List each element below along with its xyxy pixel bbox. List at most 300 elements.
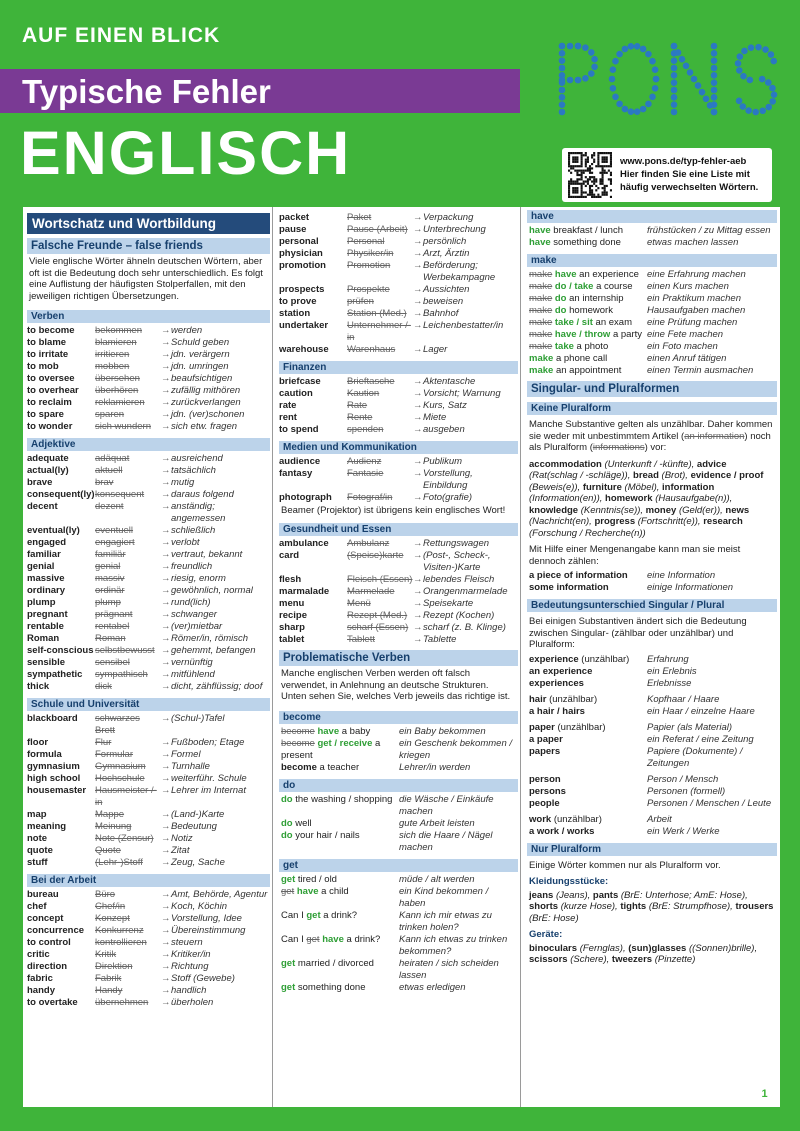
phrase-translation: Personen / Menschen / Leute <box>647 797 772 809</box>
arrow-icon: → <box>161 501 171 512</box>
translation: verlobt <box>171 537 200 548</box>
arrow-icon: → <box>413 598 423 609</box>
arrow-icon: → <box>161 633 171 644</box>
phrase-object: a drink? <box>323 909 358 921</box>
false-friend: Fantasie <box>347 468 384 479</box>
subsection-heading: Finanzen <box>279 361 518 374</box>
vocab-row <box>27 961 270 973</box>
phrase <box>529 798 647 810</box>
false-friend: brav <box>95 477 114 488</box>
translation: Verpackung <box>423 212 474 223</box>
false-friend: Prospekte <box>347 284 390 295</box>
phrase <box>529 281 647 293</box>
phrase <box>529 786 647 798</box>
false-friend: Büro <box>95 889 116 900</box>
english-word: menu <box>279 598 305 609</box>
vocab-row <box>27 669 270 681</box>
arrow-icon: → <box>161 465 171 476</box>
translation: Turnhalle <box>171 761 210 772</box>
column-1 <box>27 207 273 1107</box>
correct-verb: have <box>554 269 577 280</box>
arrow-icon: → <box>413 224 423 235</box>
vocab-row <box>27 749 270 761</box>
phrase-translation: gute Arbeit leisten <box>399 817 475 829</box>
phrase-translation: ein Referat / eine Zeitung <box>647 733 754 745</box>
list-word: advice <box>696 458 727 470</box>
list-translation: (Fortschritt(e)), <box>637 516 704 527</box>
vocab-row <box>27 489 270 501</box>
phrase <box>529 225 647 237</box>
false-friend: Note (Zensur) <box>95 833 154 844</box>
correct-verb: have <box>529 225 551 236</box>
arrow-icon: → <box>161 669 171 680</box>
english-word: massive <box>27 573 65 584</box>
list-word: progress <box>594 516 636 527</box>
translation: (Schul-)Tafel <box>171 713 225 724</box>
series-label: AUF EINEN BLICK <box>22 24 221 47</box>
phrase-object: your hair / nails <box>295 829 360 841</box>
false-friend: Fleisch (Essen) <box>347 574 413 585</box>
arrow-icon: → <box>161 997 171 1008</box>
english-word: to control <box>27 937 71 948</box>
list-word: pants <box>592 889 619 901</box>
arrow-icon: → <box>161 845 171 856</box>
translation: Richtung <box>171 961 209 972</box>
phrase-row <box>527 225 777 237</box>
english-word: consequent(ly) <box>27 489 95 500</box>
phrase-object: a drink? <box>346 933 381 945</box>
vocab-row <box>27 809 270 821</box>
translation: Rezept (Kochen) <box>423 610 495 621</box>
translation: sich etw. fragen <box>171 421 238 432</box>
pons-logo <box>556 38 782 120</box>
translation: Notiz <box>171 833 193 844</box>
subsection-heading: Gesundheit und Essen <box>279 523 518 536</box>
arrow-icon: → <box>161 961 171 972</box>
translation: Beförderung; Werbekampagne <box>423 260 496 283</box>
english-word: floor <box>27 737 49 748</box>
vocab-row <box>27 713 270 737</box>
false-friend: Gymnasium <box>95 761 146 772</box>
phrase <box>529 353 647 365</box>
phrase-object: an appointment <box>555 365 622 376</box>
category-label: Geräte: <box>529 929 563 940</box>
noun: hair <box>529 693 547 705</box>
english-word: to spare <box>27 409 64 420</box>
translation: Amt, Behörde, Agentur <box>171 889 268 900</box>
false-friend: prüfen <box>347 296 374 307</box>
vocab-row <box>27 785 270 809</box>
list-word: bread <box>633 470 659 481</box>
correct-verb: get <box>281 873 296 885</box>
arrow-icon: → <box>413 296 423 307</box>
phrase-object: an exam <box>595 317 632 328</box>
english-word: blackboard <box>27 713 78 724</box>
english-word: note <box>27 833 48 844</box>
phrase <box>529 317 647 329</box>
phrase-translation: ein Baby bekommen <box>399 725 486 737</box>
arrow-icon: → <box>161 749 171 760</box>
vocab-row <box>27 925 270 937</box>
url-link[interactable]: www.pons.de/typ-fehler-aeb <box>620 156 747 167</box>
vocab-row <box>279 296 518 308</box>
wrong-verb: get <box>306 933 320 945</box>
arrow-icon: → <box>161 737 171 748</box>
arrow-icon: → <box>161 609 171 620</box>
verb-heading: have <box>527 210 777 223</box>
arrow-icon: → <box>161 913 171 924</box>
wrong-verb: make <box>529 341 553 352</box>
phrase-translation: Papier (als Material) <box>647 721 732 733</box>
english-word: sympathetic <box>27 669 83 680</box>
phrase <box>281 910 399 934</box>
wrong-verb: become <box>281 725 315 737</box>
translation: Miete <box>423 412 447 423</box>
arrow-icon: → <box>161 821 171 832</box>
phrase <box>529 746 647 770</box>
phrase-translation: ein Kind bekommen / haben <box>399 885 489 909</box>
phrase-translation: Kann ich mir etwas zu trinken holen? <box>399 909 492 933</box>
english-word: quote <box>27 845 53 856</box>
english-word: high school <box>27 773 81 784</box>
english-word: personal <box>279 236 319 247</box>
false-friend: Kritik <box>95 949 117 960</box>
correct-verb: have <box>317 725 340 737</box>
arrow-icon: → <box>413 308 423 319</box>
english-word: brave <box>27 477 53 488</box>
noun-note: (unzählbar) <box>581 653 630 665</box>
list-translation: (Brot), <box>661 470 691 481</box>
false-friend: Promotion <box>347 260 391 271</box>
list-translation: (Information(en)), <box>529 493 606 504</box>
correct-verb: do <box>281 793 293 805</box>
english-word: card <box>279 550 300 561</box>
correct-verb: get <box>281 957 296 969</box>
false-friend: Personal <box>347 236 385 247</box>
false-friend: Paket <box>347 212 372 223</box>
arrow-icon: → <box>413 400 423 411</box>
english-word: to overhear <box>27 385 79 396</box>
phrase <box>529 654 647 666</box>
translation: Rettungswagen <box>423 538 490 549</box>
translation: Vorstellung, Idee <box>171 913 242 924</box>
translation: Formel <box>171 749 201 760</box>
vocab-row <box>27 949 270 961</box>
phrase-translation: etwas erledigen <box>399 981 466 993</box>
verb-heading: do <box>279 779 518 792</box>
arrow-icon: → <box>161 985 171 996</box>
false-friend: Unternehmer /-in <box>347 320 411 343</box>
english-word: engaged <box>27 537 67 548</box>
phrase-object: an experience <box>579 269 639 280</box>
vocab-row <box>27 609 270 621</box>
list-translation: (Rat(schlag / -schläge)), <box>529 470 634 481</box>
phrase <box>529 365 647 377</box>
vocab-row <box>279 344 518 356</box>
false-friend: übernehmen <box>95 997 149 1008</box>
phrase <box>281 874 399 886</box>
vocab-row <box>27 477 270 489</box>
list-translation: (BrE: Hose) <box>529 912 579 924</box>
translation: dicht, zähflüssig; doof <box>171 681 263 692</box>
arrow-icon: → <box>161 325 171 336</box>
english-word: to mob <box>27 361 59 372</box>
english-word: station <box>279 308 311 319</box>
noun: an experience <box>529 665 593 677</box>
translation: Lager <box>423 344 448 355</box>
vocab-row <box>279 492 518 504</box>
vocab-row <box>279 260 518 284</box>
english-word: chef <box>27 901 47 912</box>
phrase-object: an internship <box>569 293 624 304</box>
translation: jdn. umringen <box>171 361 229 372</box>
subsection-heading: Adjektive <box>27 438 270 451</box>
phrase-translation: sich die Haare / Nägel machen <box>399 829 493 853</box>
false-friend: Physiker/in <box>347 248 394 259</box>
arrow-icon: → <box>161 949 171 960</box>
translation: schwanger <box>171 609 217 620</box>
phrase <box>529 269 647 281</box>
english-word: decent <box>27 501 58 512</box>
english-word: genial <box>27 561 55 572</box>
arrow-icon: → <box>413 412 423 423</box>
qr-code-icon[interactable] <box>568 152 612 198</box>
english-word: direction <box>27 961 68 972</box>
false-friend: Menü <box>347 598 371 609</box>
arrow-icon: → <box>161 489 171 500</box>
phrase-row <box>279 738 518 762</box>
translation: schließlich <box>171 525 216 536</box>
phrase-prefix: Can I <box>281 933 304 945</box>
translation: persönlich <box>423 236 467 247</box>
vocab-row <box>279 468 518 492</box>
noun: experiences <box>529 677 584 689</box>
section-heading: Wortschatz und Wortbildung <box>27 213 270 234</box>
false-friend: Audienz <box>347 456 382 467</box>
vocab-row <box>27 997 270 1009</box>
correct-verb: take / sit <box>554 317 593 328</box>
phrase-translation: eine Fete machen <box>647 329 724 340</box>
false-friend: selbstbewusst <box>95 645 155 656</box>
page-subtitle: Typische Fehler <box>22 73 271 110</box>
phrase <box>529 814 647 826</box>
translation: Foto(grafie) <box>423 492 473 503</box>
noun: a work / works <box>529 825 595 837</box>
translation: mutig <box>171 477 195 488</box>
intro-part: Manche Substantive gelten als unzählbar. Daher kommen sie weder mit unbestimmtem Artikel ( <box>529 419 773 442</box>
false-friend: Fabrik <box>95 973 122 984</box>
false-friend: Pause (Arbeit) <box>347 224 408 235</box>
english-word: physician <box>279 248 323 259</box>
false-friend: Hochschule <box>95 773 145 784</box>
vocab-row <box>279 456 518 468</box>
intro-text <box>527 417 777 457</box>
phrase <box>529 341 647 353</box>
subsection-heading: Bei der Arbeit <box>27 874 270 887</box>
translation: Orangenmarmelade <box>423 586 508 597</box>
phrase-translation: Lehrer/in werden <box>399 761 471 773</box>
arrow-icon: → <box>413 456 423 467</box>
phrase <box>529 237 647 249</box>
vocab-row <box>27 973 270 985</box>
content-panel <box>23 207 780 1107</box>
false-friend: Chef/in <box>95 901 126 912</box>
arrow-icon: → <box>161 901 171 912</box>
english-word: pregnant <box>27 609 68 620</box>
phrase-row <box>527 654 777 666</box>
intro-text: Manche englischen Verben werden oft falsch verwendet, in Anlehnung an deutsche Strukturen. Unten sehen Sie, welches Verb jeweils das richtige ist. <box>281 668 511 702</box>
english-word: photograph <box>279 492 332 503</box>
arrow-icon: → <box>161 773 171 784</box>
arrow-icon: → <box>161 537 171 548</box>
phrase-row <box>527 365 777 377</box>
verb-heading: make <box>527 254 777 267</box>
phrase-translation: ein Haar / einzelne Haare <box>647 705 755 717</box>
phrase-object: something done <box>297 981 366 993</box>
phrase-row <box>527 774 777 786</box>
english-word: to wonder <box>27 421 73 432</box>
arrow-icon: → <box>161 645 171 656</box>
phrase <box>529 722 647 734</box>
column-3 <box>527 207 777 1107</box>
arrow-icon: → <box>161 585 171 596</box>
phrase-row <box>527 786 777 798</box>
vocab-row <box>279 284 518 296</box>
list-translation: (Forschung / Recherche(n)) <box>529 527 646 539</box>
english-word: to oversee <box>27 373 75 384</box>
translation: Fußboden; Etage <box>171 737 245 748</box>
phrase <box>281 738 399 762</box>
arrow-icon: → <box>161 573 171 584</box>
subsection-heading: Medien und Kommunikation <box>279 441 518 454</box>
vocab-row <box>27 597 270 609</box>
vocab-row <box>27 325 270 337</box>
phrase-row <box>527 678 777 690</box>
correct-verb: get / receive <box>317 737 373 749</box>
english-word: rate <box>279 400 297 411</box>
noun: person <box>529 773 561 785</box>
arrow-icon: → <box>161 809 171 820</box>
english-word: briefcase <box>279 376 321 387</box>
phrase-row <box>527 826 777 838</box>
arrow-icon: → <box>161 833 171 844</box>
phrase-row <box>279 982 518 994</box>
phrase-translation: Kopfhaar / Haare <box>647 693 720 705</box>
vocab-row <box>27 361 270 373</box>
phrase-row <box>527 570 777 582</box>
subsection-heading: Problematische Verben <box>279 650 518 666</box>
phrase <box>529 678 647 690</box>
translation: gewöhnlich, normal <box>171 585 253 596</box>
phrase-object: a present <box>281 737 381 761</box>
arrow-icon: → <box>413 344 423 355</box>
phrase-row <box>527 722 777 734</box>
verb-heading: get <box>279 859 518 872</box>
list-word: homework <box>605 493 653 504</box>
list-word: accommodation <box>529 458 602 470</box>
arrow-icon: → <box>161 785 171 796</box>
translation: Kritiker/in <box>171 949 211 960</box>
vocab-row <box>27 349 270 361</box>
arrow-icon: → <box>413 248 423 259</box>
phrase-row <box>279 910 518 934</box>
false-friend: Fotograf/in <box>347 492 393 503</box>
list-word: evidence / proof <box>690 470 764 481</box>
vocab-row <box>27 549 270 561</box>
false-friend: sympathisch <box>95 669 148 680</box>
translation: Unterbrechung <box>423 224 486 235</box>
phrase <box>281 886 399 910</box>
list-translation: (Kenntnis(se)), <box>580 504 646 516</box>
phrase <box>281 982 399 994</box>
noun: work <box>529 813 552 825</box>
translation: steuern <box>171 937 203 948</box>
arrow-icon: → <box>161 597 171 608</box>
arrow-icon: → <box>161 889 171 900</box>
translation: Vorsicht; Warnung <box>423 388 501 399</box>
phrase-translation: Person / Mensch <box>647 773 719 785</box>
arrow-icon: → <box>413 538 423 549</box>
phrase <box>281 830 399 854</box>
vocab-row <box>279 610 518 622</box>
vocab-row <box>279 424 518 436</box>
english-word: bureau <box>27 889 59 900</box>
phrase <box>281 958 399 982</box>
arrow-icon: → <box>161 713 171 724</box>
phrase-row <box>279 934 518 958</box>
translation: tatsächlich <box>171 465 216 476</box>
false-friend: Marmelade <box>347 586 395 597</box>
translation: Stoff (Gewebe) <box>171 973 235 984</box>
vocab-row <box>279 400 518 412</box>
translation: Vorstellung, Einbildung <box>423 468 473 491</box>
phrase-translation: die Wäsche / Einkäufe machen <box>399 793 494 817</box>
english-word: map <box>27 809 47 820</box>
vocab-row <box>27 397 270 409</box>
arrow-icon: → <box>161 337 171 348</box>
english-word: audience <box>279 456 321 467</box>
list-word: trousers <box>735 901 774 912</box>
list-translation: (Pinzette) <box>654 954 696 965</box>
phrase <box>529 706 647 718</box>
false-friend: ordinär <box>95 585 125 596</box>
phrase <box>529 774 647 786</box>
phrase-row <box>527 734 777 746</box>
false-friend: Rate <box>347 400 368 411</box>
arrow-icon: → <box>413 320 423 331</box>
translation: weiterführ. Schule <box>171 773 247 784</box>
english-word: fantasy <box>279 468 313 479</box>
page-title: ENGLISCH <box>20 119 352 187</box>
phrase <box>529 694 647 706</box>
arrow-icon: → <box>161 857 171 868</box>
qr-info-box[interactable] <box>562 148 772 202</box>
english-word: pause <box>279 224 307 235</box>
phrase <box>529 666 647 678</box>
false-friend: Ambulanz <box>347 538 390 549</box>
arrow-icon: → <box>413 586 423 597</box>
arrow-icon: → <box>161 361 171 372</box>
phrase-translation: Personen (formell) <box>647 785 726 797</box>
list-word: furniture <box>582 481 622 493</box>
word-list <box>527 888 777 928</box>
correct-verb: do / take <box>554 281 594 292</box>
english-word: familiar <box>27 549 61 560</box>
translation: (ver)mietbar <box>171 621 223 632</box>
false-friend: Konzept <box>95 913 130 924</box>
false-friend: familiär <box>95 549 126 560</box>
phrase-row <box>279 874 518 886</box>
